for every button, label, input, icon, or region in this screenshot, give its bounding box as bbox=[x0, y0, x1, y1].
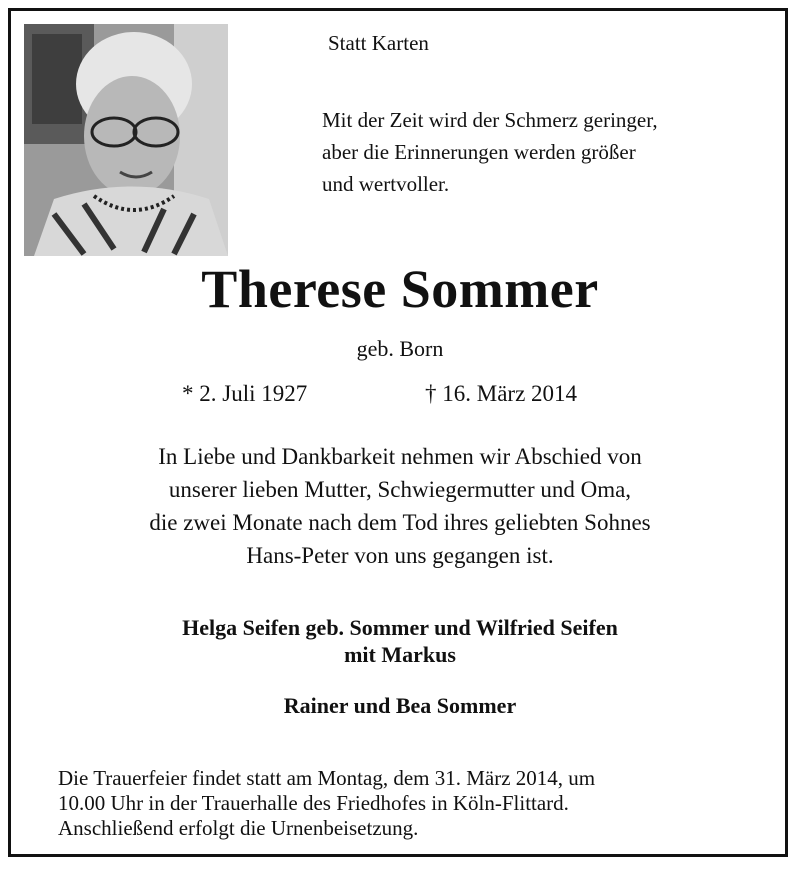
funeral-service-info bbox=[58, 766, 746, 841]
maiden-name: geb. Born bbox=[356, 336, 444, 361]
header-statt-karten: Statt Karten bbox=[328, 31, 429, 55]
farewell-line: die zwei Monate nach dem Tod ihres geliebten Sohnes bbox=[149, 510, 651, 535]
farewell-line: In Liebe und Dankbarkeit nehmen wir Abschied von bbox=[158, 444, 642, 469]
mourners-line: Helga Seifen geb. Sommer und Wilfried Seifen bbox=[182, 615, 618, 640]
mourners-line: mit Markus bbox=[344, 642, 456, 667]
death-date: † 16. März 2014 bbox=[425, 381, 578, 406]
farewell-text bbox=[0, 440, 800, 572]
service-line: Die Trauerfeier findet statt am Montag, dem 31. März 2014, um bbox=[58, 766, 596, 790]
farewell-line: unserer lieben Mutter, Schwiegermutter und Oma, bbox=[168, 477, 632, 502]
service-line: Anschließend erfolgt die Urnenbeisetzung. bbox=[58, 816, 419, 840]
mourners-family-sommer: Rainer und Bea Sommer bbox=[283, 693, 517, 718]
birth-date: * 2. Juli 1927 bbox=[182, 381, 308, 406]
quote-line: aber die Erinnerungen werden größer bbox=[322, 140, 636, 164]
quote-line: Mit der Zeit wird der Schmerz geringer, bbox=[322, 108, 658, 132]
service-line: 10.00 Uhr in der Trauerhalle des Friedhofes in Köln-Flittard. bbox=[58, 791, 569, 815]
quote-line: und wertvoller. bbox=[322, 172, 450, 196]
deceased-name: Therese Sommer bbox=[201, 259, 599, 319]
quote bbox=[322, 104, 658, 200]
mourners-family-seifen bbox=[0, 614, 800, 668]
portrait-photo bbox=[24, 24, 228, 256]
farewell-line: Hans-Peter von uns gegangen ist. bbox=[246, 543, 554, 568]
